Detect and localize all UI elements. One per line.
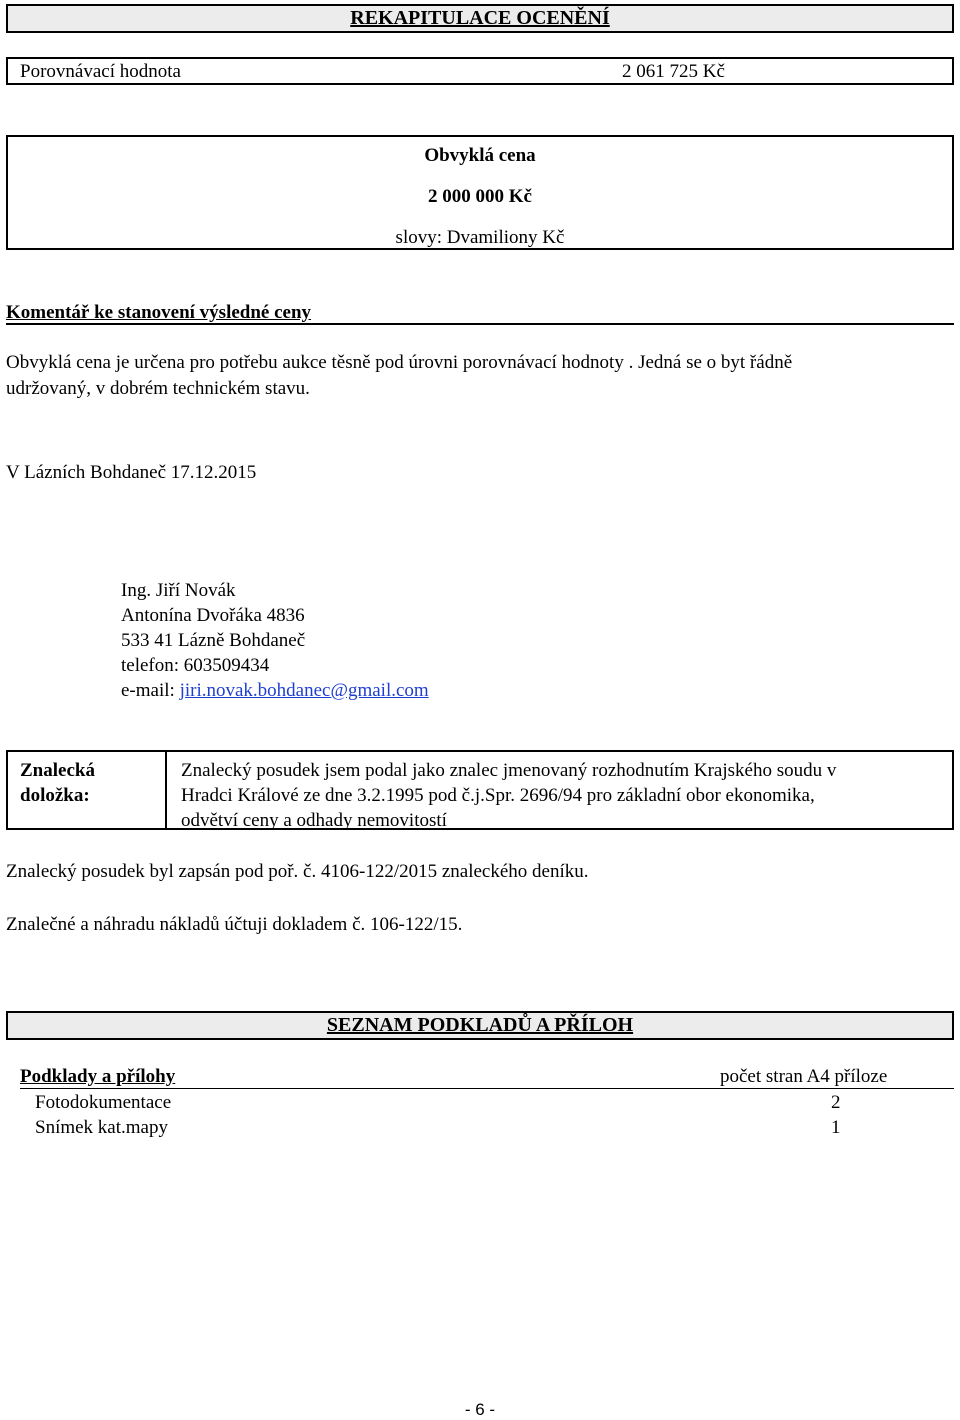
expert-clause-divider	[165, 750, 167, 830]
place-date: V Lázních Bohdaneč 17.12.2015	[6, 462, 257, 483]
expert-clause-text	[181, 758, 836, 833]
register-note: Znalecký posudek byl zapsán pod poř. č. 4106-122/2015 znaleckého deníku.	[6, 861, 589, 882]
comparative-value-amount: 2 061 725 Kč	[622, 61, 725, 82]
expert-name: Ing. Jiří Novák	[121, 580, 236, 601]
attachment-row-pages: 1	[831, 1117, 841, 1138]
expert-signature-block	[121, 578, 429, 703]
recap-title: REKAPITULACE OCENĚNÍ	[350, 7, 610, 29]
expert-street: Antonína Dvořáka 4836	[121, 605, 305, 626]
fee-note: Znalečné a náhradu nákladů účtuji dokladem č. 106-122/15.	[6, 914, 463, 935]
expert-clause-label	[20, 758, 95, 808]
comparative-value-label: Porovnávací hodnota	[20, 61, 181, 82]
usual-price-box	[6, 135, 954, 250]
recap-title-box	[6, 4, 954, 33]
comparative-value-row	[6, 57, 954, 85]
expert-clause-text-line2: Hradci Králové ze dne 3.2.1995 pod č.j.Spr. 2696/94 pro základní obor ekonomika,	[181, 785, 815, 806]
expert-email-line	[121, 678, 429, 703]
expert-email-link[interactable]: jiri.novak.bohdanec@gmail.com	[179, 680, 429, 701]
comment-text-line1: Obvyklá cena je určena pro potřebu aukce těsně pod úrovni porovnávací hodnoty . Jedná se o byt řádně	[6, 352, 793, 373]
comment-heading-rule	[6, 323, 954, 325]
usual-price-label: Obvyklá cena	[424, 145, 536, 166]
expert-city: 533 41 Lázně Bohdaneč	[121, 630, 306, 651]
usual-price-in-words: slovy: Dvamiliony Kč	[395, 227, 565, 248]
comment-heading: Komentář ke stanovení výsledné ceny	[6, 302, 312, 323]
expert-phone: telefon: 603509434	[121, 655, 270, 676]
usual-price-value: 2 000 000 Kč	[428, 186, 532, 207]
attachments-col-left: Podklady a přílohy	[20, 1066, 176, 1087]
page-number: - 6 -	[464, 1400, 496, 1419]
attachments-title: SEZNAM PODKLADŮ A PŘÍLOH	[326, 1014, 634, 1036]
attachments-col-right: počet stran A4 příloze	[720, 1066, 888, 1087]
expert-clause-text-line1: Znalecký posudek jsem podal jako znalec jmenovaný rozhodnutím Krajského soudu v	[181, 760, 837, 781]
attachments-title-box	[6, 1011, 954, 1040]
attachments-header-rule	[20, 1088, 954, 1089]
expert-clause-label-line1: Znalecká	[20, 760, 95, 781]
comment-text-line2: udržovaný, v dobrém technickém stavu.	[6, 378, 310, 399]
attachment-row-name: Snímek kat.mapy	[35, 1117, 168, 1138]
expert-clause-box	[6, 750, 954, 830]
attachment-row-pages: 2	[831, 1092, 841, 1113]
expert-clause-label-line2: doložka:	[20, 785, 90, 806]
attachment-row-name: Fotodokumentace	[35, 1092, 172, 1113]
expert-email-label: e-mail:	[121, 680, 180, 701]
expert-clause-text-line3: odvětví ceny a odhady nemovitostí	[181, 810, 447, 831]
